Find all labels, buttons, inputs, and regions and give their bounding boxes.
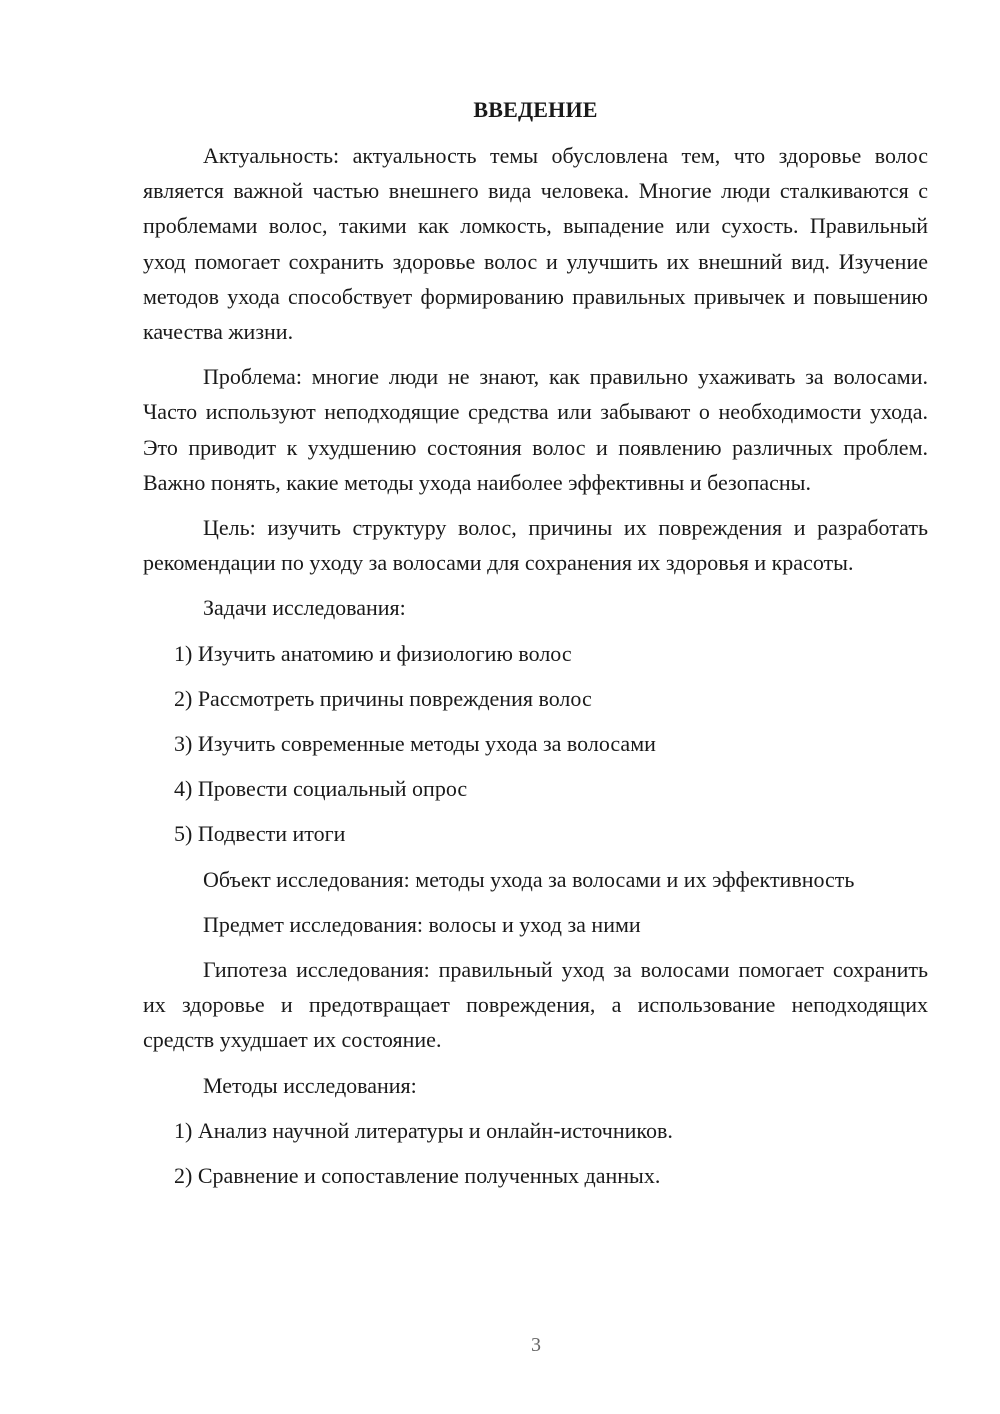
object-paragraph: Объект исследования: методы ухода за волосами и их эффективность [203, 866, 855, 892]
list-item: 1) Изучить анатомию и физиологию волос [174, 640, 572, 666]
list-item: 4) Провести социальный опрос [174, 776, 468, 802]
problem-paragraph: Проблема: многие люди не знают, как правильно ухаживать за волосами. Часто используют неподходящие средства или забывают о необходимости ухода. Это приводит к ухудшению состояния волос и появлению различных проблем. Важно понять, какие методы ухода наиболее эффективны и безопасны. [143, 364, 928, 495]
list-item: 2) Сравнение и сопоставление полученных данных. [174, 1163, 661, 1189]
page-number: 3 [531, 1334, 541, 1356]
list-item: 5) Подвести итоги [174, 821, 346, 847]
tasks-list [143, 636, 928, 852]
hypothesis-paragraph: Гипотеза исследования: правильный уход за волосами помогает сохранить их здоровье и предотвращает повреждения, а использование неподходящих средств ухудшает их состояние. [143, 957, 928, 1053]
list-item: 2) Рассмотреть причины повреждения волос [174, 685, 592, 711]
list-item: 1) Анализ научной литературы и онлайн-источников. [174, 1117, 673, 1143]
methods-heading: Методы исследования: [203, 1072, 417, 1098]
methods-list [143, 1113, 928, 1193]
list-item: 3) Изучить современные методы ухода за волосами [174, 731, 656, 757]
tasks-heading: Задачи исследования: [203, 595, 406, 621]
section-title: ВВЕДЕНИЕ [473, 97, 598, 122]
page-body [143, 95, 928, 1203]
goal-paragraph: Цель: изучить структуру волос, причины их повреждения и разработать рекомендации по уходу за волосами для сохранения их здоровья и красоты. [143, 515, 928, 576]
subject-paragraph: Предмет исследования: волосы и уход за ними [203, 911, 641, 937]
relevance-paragraph: Актуальность: актуальность темы обусловлена тем, что здоровье волос является важной частью внешнего вида человека. Многие люди сталкиваются с проблемами волос, такими как ломкость, выпадение или сухость. Правильный уход помогает сохранить здоровье волос и улучшить их внешний вид. Изучение методов ухода способствует формированию правильных привычек и повышению качества жизни. [143, 143, 928, 345]
